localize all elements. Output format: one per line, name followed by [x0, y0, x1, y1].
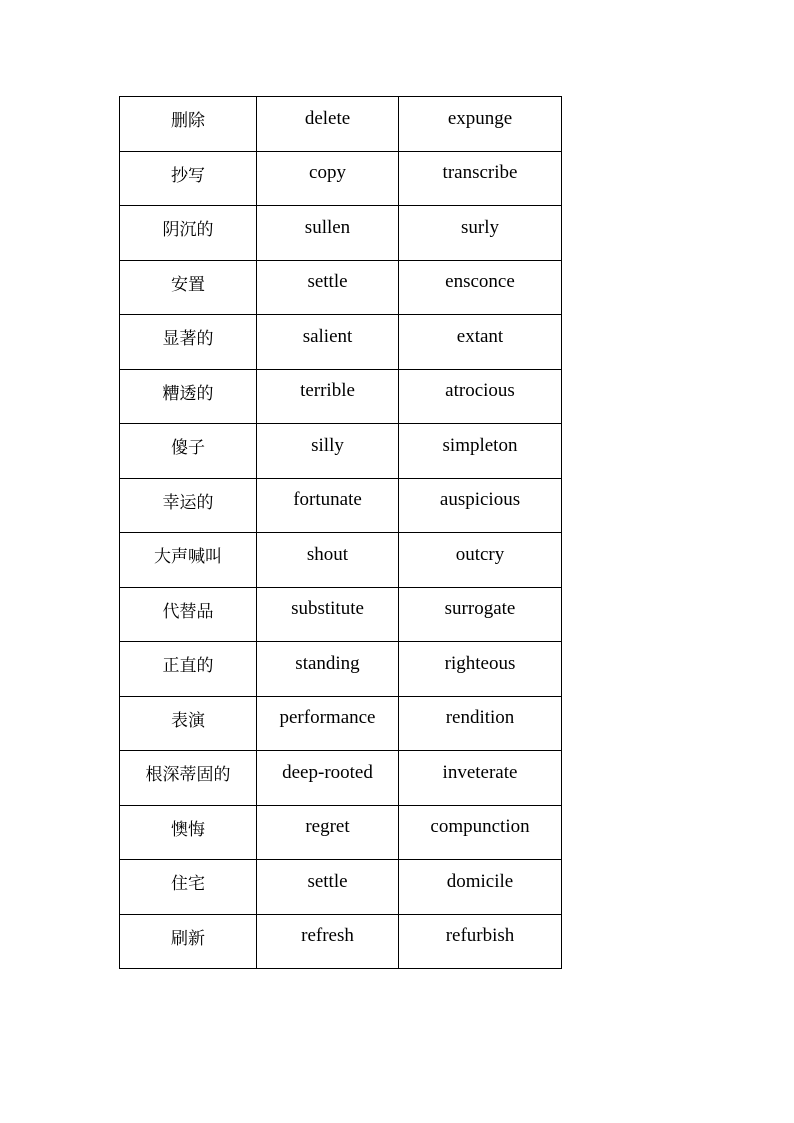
common-word-text: substitute [291, 598, 364, 620]
chinese-term-text: 刷新 [171, 928, 205, 949]
common-word-cell [257, 696, 399, 751]
vocabulary-table-body [120, 97, 562, 969]
common-word-text: settle [307, 271, 348, 293]
common-word-cell [257, 860, 399, 915]
common-word-cell [257, 914, 399, 969]
advanced-word-text: inveterate [442, 761, 518, 783]
table-row [120, 860, 562, 915]
chinese-term-cell [120, 860, 257, 915]
advanced-word-cell [399, 315, 562, 370]
chinese-term-cell [120, 587, 257, 642]
chinese-term-cell [120, 315, 257, 370]
advanced-word-text: surrogate [444, 598, 516, 620]
table-row [120, 260, 562, 315]
advanced-word-text: refurbish [445, 925, 515, 947]
advanced-word-text: rendition [445, 707, 515, 729]
advanced-word-cell [399, 914, 562, 969]
chinese-term-text: 删除 [171, 111, 205, 132]
chinese-term-cell [120, 805, 257, 860]
table-row [120, 696, 562, 751]
chinese-term-text: 幸运的 [162, 492, 214, 513]
common-word-cell [257, 533, 399, 588]
table-row [120, 97, 562, 152]
chinese-term-text: 住宅 [171, 874, 205, 895]
chinese-term-text: 懊悔 [171, 819, 205, 840]
chinese-term-text: 糟透的 [162, 383, 214, 404]
chinese-term-cell [120, 206, 257, 261]
advanced-word-cell [399, 97, 562, 152]
advanced-word-cell [399, 206, 562, 261]
common-word-cell [257, 260, 399, 315]
advanced-word-text: expunge [447, 107, 513, 129]
common-word-cell [257, 424, 399, 479]
advanced-word-text: transcribe [442, 162, 518, 184]
advanced-word-text: surly [461, 216, 499, 238]
advanced-word-text: righteous [444, 652, 516, 674]
advanced-word-cell [399, 642, 562, 697]
advanced-word-cell [399, 751, 562, 806]
chinese-term-text: 正直的 [162, 656, 214, 677]
common-word-text: shout [306, 543, 349, 565]
chinese-term-text: 傻子 [171, 438, 205, 459]
common-word-cell [257, 206, 399, 261]
advanced-word-cell [399, 860, 562, 915]
common-word-cell [257, 751, 399, 806]
advanced-word-cell [399, 424, 562, 479]
advanced-word-text: compunction [430, 816, 530, 838]
common-word-cell [257, 97, 399, 152]
common-word-text: copy [309, 162, 346, 184]
advanced-word-text: atrocious [445, 380, 515, 402]
common-word-text: sullen [304, 216, 351, 238]
advanced-word-text: simpleton [442, 434, 518, 456]
chinese-term-cell [120, 97, 257, 152]
advanced-word-text: domicile [446, 870, 514, 892]
chinese-term-cell [120, 642, 257, 697]
table-row [120, 315, 562, 370]
table-row [120, 151, 562, 206]
chinese-term-cell [120, 369, 257, 424]
advanced-word-text: auspicious [439, 489, 521, 511]
chinese-term-cell [120, 751, 257, 806]
common-word-cell [257, 587, 399, 642]
table-row [120, 751, 562, 806]
advanced-word-cell [399, 805, 562, 860]
advanced-word-cell [399, 533, 562, 588]
common-word-text: salient [302, 325, 353, 347]
chinese-term-cell [120, 424, 257, 479]
chinese-term-cell [120, 478, 257, 533]
vocabulary-table [119, 96, 562, 969]
chinese-term-cell [120, 151, 257, 206]
table-row [120, 805, 562, 860]
common-word-cell [257, 151, 399, 206]
chinese-term-text: 显著的 [162, 329, 214, 350]
common-word-text: standing [295, 652, 360, 674]
advanced-word-cell [399, 260, 562, 315]
table-row [120, 478, 562, 533]
common-word-text: regret [305, 816, 350, 838]
common-word-cell [257, 369, 399, 424]
common-word-cell [257, 478, 399, 533]
common-word-cell [257, 315, 399, 370]
chinese-term-cell [120, 914, 257, 969]
advanced-word-text: ensconce [445, 271, 515, 293]
common-word-text: deep-rooted [282, 761, 373, 783]
common-word-cell [257, 642, 399, 697]
chinese-term-text: 代替品 [162, 601, 214, 622]
common-word-text: refresh [301, 925, 354, 947]
table-row [120, 424, 562, 479]
chinese-term-text: 阴沉的 [162, 220, 214, 241]
chinese-term-text: 抄写 [171, 165, 205, 186]
common-word-text: performance [279, 707, 376, 729]
table-row [120, 914, 562, 969]
table-row [120, 369, 562, 424]
common-word-text: delete [304, 107, 351, 129]
table-row [120, 533, 562, 588]
table-row [120, 642, 562, 697]
chinese-term-cell [120, 260, 257, 315]
advanced-word-text: extant [456, 325, 504, 347]
common-word-cell [257, 805, 399, 860]
advanced-word-cell [399, 151, 562, 206]
chinese-term-text: 大声喊叫 [154, 547, 222, 568]
common-word-text: silly [311, 434, 344, 456]
table-row [120, 206, 562, 261]
table-row [120, 587, 562, 642]
advanced-word-cell [399, 369, 562, 424]
advanced-word-cell [399, 478, 562, 533]
common-word-text: terrible [300, 380, 355, 402]
chinese-term-text: 根深蒂固的 [145, 765, 231, 786]
chinese-term-text: 表演 [171, 710, 205, 731]
chinese-term-cell [120, 696, 257, 751]
chinese-term-text: 安置 [171, 274, 205, 295]
advanced-word-cell [399, 696, 562, 751]
chinese-term-cell [120, 533, 257, 588]
advanced-word-text: outcry [455, 543, 505, 565]
common-word-text: settle [307, 870, 348, 892]
advanced-word-cell [399, 587, 562, 642]
common-word-text: fortunate [293, 489, 362, 511]
